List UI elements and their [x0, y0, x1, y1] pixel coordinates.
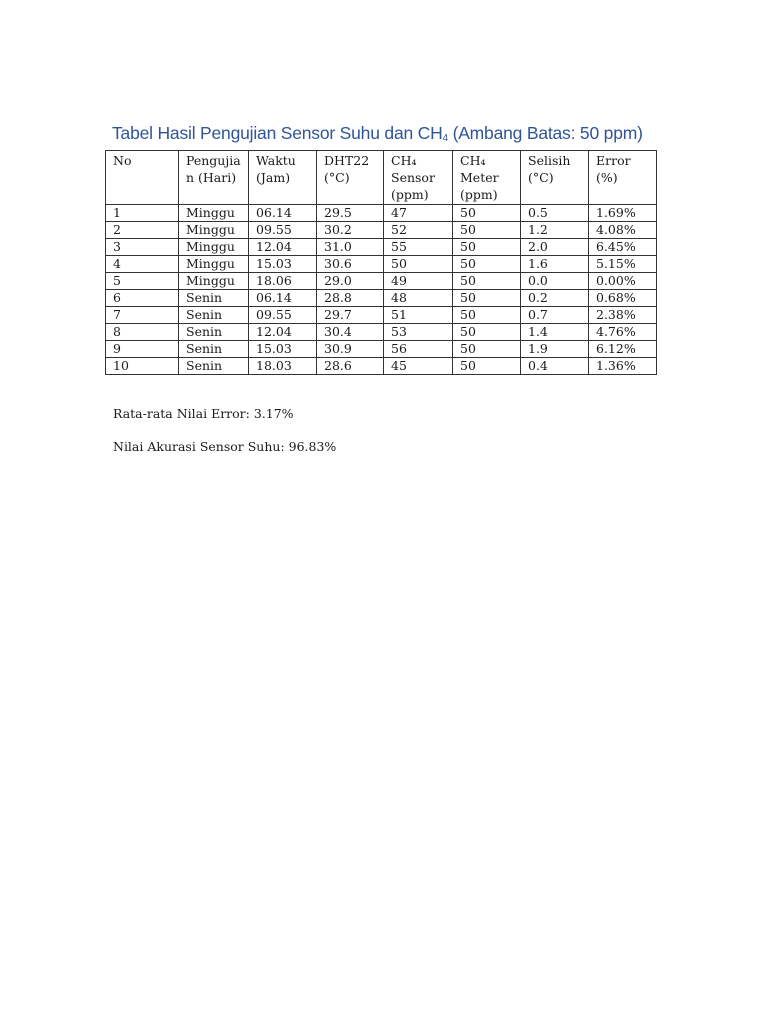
table-cell: 50 — [453, 358, 521, 375]
table-cell: 0.7 — [521, 307, 589, 324]
table-cell: 6 — [106, 290, 179, 307]
table-cell: 09.55 — [249, 222, 317, 239]
header-time: Waktu (Jam) — [249, 151, 317, 205]
table-cell: 06.14 — [249, 290, 317, 307]
table-row — [106, 239, 657, 256]
table-cell: 50 — [453, 307, 521, 324]
table-cell: 12.04 — [249, 239, 317, 256]
table-cell: 28.8 — [317, 290, 384, 307]
table-cell: 29.7 — [317, 307, 384, 324]
header-error: Error (%) — [589, 151, 657, 205]
table-cell: 49 — [384, 273, 453, 290]
table-cell: Minggu — [179, 273, 249, 290]
table-cell: 0.00% — [589, 273, 657, 290]
table-cell: 18.03 — [249, 358, 317, 375]
table-cell: 18.06 — [249, 273, 317, 290]
header-ch4-meter: CH₄ Meter (ppm) — [453, 151, 521, 205]
table-cell: 50 — [453, 239, 521, 256]
title-subscript: 4 — [442, 133, 448, 144]
table-cell: 55 — [384, 239, 453, 256]
table-row — [106, 290, 657, 307]
table-cell: 30.4 — [317, 324, 384, 341]
table-cell: 9 — [106, 341, 179, 358]
header-difference: Selisih (°C) — [521, 151, 589, 205]
table-cell: 0.4 — [521, 358, 589, 375]
table-row — [106, 307, 657, 324]
table-cell: 12.04 — [249, 324, 317, 341]
table-cell: 30.6 — [317, 256, 384, 273]
table-title — [112, 123, 643, 144]
table-row — [106, 256, 657, 273]
table-cell: 2 — [106, 222, 179, 239]
table-cell: 10 — [106, 358, 179, 375]
results-table — [105, 150, 657, 375]
table-cell: Senin — [179, 358, 249, 375]
table-cell: Minggu — [179, 239, 249, 256]
table-cell: Senin — [179, 341, 249, 358]
table-cell: 48 — [384, 290, 453, 307]
table-cell: 50 — [453, 324, 521, 341]
table-cell: 47 — [384, 205, 453, 222]
table-cell: 0.2 — [521, 290, 589, 307]
table-cell: 30.9 — [317, 341, 384, 358]
table-row — [106, 222, 657, 239]
table-row — [106, 273, 657, 290]
title-text: Tabel Hasil Pengujian Sensor Suhu dan CH — [112, 123, 443, 143]
table-cell: 52 — [384, 222, 453, 239]
table-cell: 29.5 — [317, 205, 384, 222]
table-cell: 53 — [384, 324, 453, 341]
table-cell: 31.0 — [317, 239, 384, 256]
header-day: Pengujia n (Hari) — [179, 151, 249, 205]
table-cell: 2.0 — [521, 239, 589, 256]
table-row — [106, 341, 657, 358]
table-cell: 1.4 — [521, 324, 589, 341]
table-row — [106, 358, 657, 375]
table-cell: 29.0 — [317, 273, 384, 290]
table-cell: 1.36% — [589, 358, 657, 375]
table-cell: 50 — [384, 256, 453, 273]
table-row — [106, 205, 657, 222]
title-text-end: (Ambang Batas: 50 ppm) — [447, 123, 643, 143]
table-cell: 4.08% — [589, 222, 657, 239]
table-cell: 50 — [453, 273, 521, 290]
table-cell: 0.68% — [589, 290, 657, 307]
table-cell: 7 — [106, 307, 179, 324]
table-cell: 06.14 — [249, 205, 317, 222]
accuracy-note: Nilai Akurasi Sensor Suhu: 96.83% — [113, 439, 337, 454]
table-cell: 4 — [106, 256, 179, 273]
table-cell: 50 — [453, 222, 521, 239]
table-cell: Senin — [179, 290, 249, 307]
table-header-row — [106, 151, 657, 205]
table-cell: 50 — [453, 290, 521, 307]
table-cell: 28.6 — [317, 358, 384, 375]
table-cell: 8 — [106, 324, 179, 341]
table-cell: Minggu — [179, 205, 249, 222]
table-cell: 5 — [106, 273, 179, 290]
average-error-note: Rata-rata Nilai Error: 3.17% — [113, 406, 294, 421]
table-cell: 0.0 — [521, 273, 589, 290]
header-dht22: DHT22 (°C) — [317, 151, 384, 205]
table-cell: 50 — [453, 205, 521, 222]
header-no: No — [106, 151, 179, 205]
table-cell: 50 — [453, 256, 521, 273]
table-row — [106, 324, 657, 341]
table-cell: 6.12% — [589, 341, 657, 358]
table-cell: 15.03 — [249, 341, 317, 358]
table-cell: 1 — [106, 205, 179, 222]
table-cell: 3 — [106, 239, 179, 256]
table-cell: 45 — [384, 358, 453, 375]
table-cell: 4.76% — [589, 324, 657, 341]
table-cell: 15.03 — [249, 256, 317, 273]
table-cell: Minggu — [179, 256, 249, 273]
table-cell: 6.45% — [589, 239, 657, 256]
table-cell: 0.5 — [521, 205, 589, 222]
table-cell: 1.6 — [521, 256, 589, 273]
table-cell: 50 — [453, 341, 521, 358]
table-cell: 1.2 — [521, 222, 589, 239]
table-cell: 30.2 — [317, 222, 384, 239]
table-cell: 2.38% — [589, 307, 657, 324]
table-cell: 09.55 — [249, 307, 317, 324]
table-body — [106, 205, 657, 375]
table-cell: Senin — [179, 324, 249, 341]
table-cell: 1.9 — [521, 341, 589, 358]
table-cell: Senin — [179, 307, 249, 324]
table-cell: 1.69% — [589, 205, 657, 222]
table-cell: 51 — [384, 307, 453, 324]
table-cell: Minggu — [179, 222, 249, 239]
table-cell: 56 — [384, 341, 453, 358]
table-cell: 5.15% — [589, 256, 657, 273]
header-ch4-sensor: CH₄ Sensor (ppm) — [384, 151, 453, 205]
